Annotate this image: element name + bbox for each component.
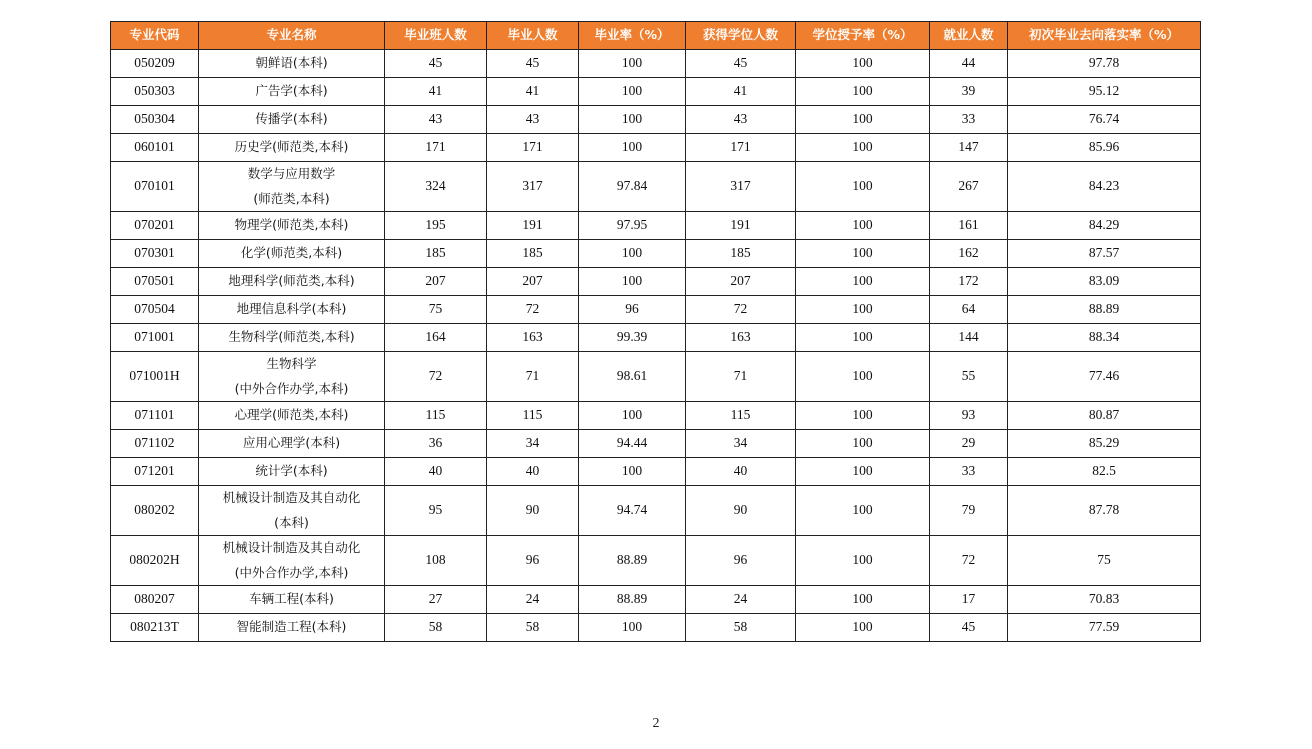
cell-graduates: 71 [487, 352, 579, 402]
cell-graduates: 40 [487, 458, 579, 486]
table-body [111, 50, 1201, 642]
cell-employed: 17 [930, 586, 1008, 614]
cell-degrees-awarded: 96 [686, 536, 796, 586]
cell-employed: 72 [930, 536, 1008, 586]
major-name-line: 智能制造工程(本科) [236, 619, 347, 635]
cell-graduates: 163 [487, 324, 579, 352]
cell-employed: 162 [930, 240, 1008, 268]
cell-graduation-rate: 88.89 [579, 536, 686, 586]
major-name-line: 应用心理学(本科) [242, 435, 341, 451]
cell-degrees-awarded: 171 [686, 134, 796, 162]
major-name-line: 机械设计制造及其自动化 [222, 540, 361, 556]
cell-graduates: 90 [487, 486, 579, 536]
major-name-line: 数学与应用数学 [247, 166, 336, 182]
cell-major-code: 080202H [111, 536, 199, 586]
table-row [111, 106, 1201, 134]
table-row [111, 78, 1201, 106]
page-number: 2 [652, 716, 660, 731]
cell-degrees-awarded: 58 [686, 614, 796, 642]
cell-graduates: 207 [487, 268, 579, 296]
cell-major-name [199, 586, 385, 614]
cell-degree-rate: 100 [796, 162, 930, 212]
cell-degrees-awarded: 24 [686, 586, 796, 614]
cell-class-size: 27 [385, 586, 487, 614]
cell-class-size: 72 [385, 352, 487, 402]
major-name-line: 车辆工程(本科) [249, 591, 334, 607]
cell-graduates: 43 [487, 106, 579, 134]
cell-placement-rate: 88.34 [1008, 324, 1201, 352]
graduation-table-container [110, 21, 1200, 642]
cell-placement-rate: 70.83 [1008, 586, 1201, 614]
cell-class-size: 171 [385, 134, 487, 162]
major-name-line: 朝鲜语(本科) [255, 55, 328, 71]
cell-degrees-awarded: 207 [686, 268, 796, 296]
header-placement-rate: 初次毕业去向落实率（%） [1008, 22, 1201, 50]
cell-placement-rate: 80.87 [1008, 402, 1201, 430]
cell-class-size: 324 [385, 162, 487, 212]
cell-degrees-awarded: 41 [686, 78, 796, 106]
cell-degree-rate: 100 [796, 296, 930, 324]
cell-degree-rate: 100 [796, 268, 930, 296]
cell-major-name [199, 430, 385, 458]
major-name-line: 地理科学(师范类,本科) [228, 273, 355, 289]
cell-graduation-rate: 96 [579, 296, 686, 324]
cell-major-name [199, 212, 385, 240]
cell-placement-rate: 87.57 [1008, 240, 1201, 268]
major-name-line: (本科) [274, 514, 309, 530]
header-major-name: 专业名称 [199, 22, 385, 50]
cell-graduation-rate: 100 [579, 268, 686, 296]
cell-class-size: 58 [385, 614, 487, 642]
cell-degrees-awarded: 163 [686, 324, 796, 352]
header-degrees-awarded: 获得学位人数 [686, 22, 796, 50]
cell-graduates: 115 [487, 402, 579, 430]
table-row [111, 430, 1201, 458]
cell-major-name [199, 106, 385, 134]
major-name-line: (中外合作办学,本科) [234, 564, 349, 580]
cell-major-name [199, 134, 385, 162]
cell-placement-rate: 85.96 [1008, 134, 1201, 162]
table-row [111, 134, 1201, 162]
cell-class-size: 195 [385, 212, 487, 240]
cell-graduation-rate: 100 [579, 458, 686, 486]
cell-employed: 161 [930, 212, 1008, 240]
major-name-line: 地理信息科学(本科) [236, 301, 347, 317]
cell-placement-rate: 84.23 [1008, 162, 1201, 212]
cell-employed: 33 [930, 106, 1008, 134]
cell-graduation-rate: 100 [579, 402, 686, 430]
cell-degree-rate: 100 [796, 402, 930, 430]
cell-major-code: 080202 [111, 486, 199, 536]
cell-class-size: 164 [385, 324, 487, 352]
cell-placement-rate: 87.78 [1008, 486, 1201, 536]
cell-placement-rate: 76.74 [1008, 106, 1201, 134]
cell-graduation-rate: 97.95 [579, 212, 686, 240]
major-name-line: 统计学(本科) [255, 463, 328, 479]
cell-graduates: 96 [487, 536, 579, 586]
cell-degrees-awarded: 185 [686, 240, 796, 268]
cell-major-code: 070301 [111, 240, 199, 268]
cell-graduation-rate: 97.84 [579, 162, 686, 212]
cell-degree-rate: 100 [796, 586, 930, 614]
cell-class-size: 75 [385, 296, 487, 324]
cell-graduates: 45 [487, 50, 579, 78]
cell-degrees-awarded: 71 [686, 352, 796, 402]
cell-class-size: 36 [385, 430, 487, 458]
major-name-line: 传播学(本科) [255, 111, 328, 127]
cell-degree-rate: 100 [796, 614, 930, 642]
cell-graduation-rate: 100 [579, 134, 686, 162]
cell-employed: 144 [930, 324, 1008, 352]
cell-major-name [199, 536, 385, 586]
cell-employed: 45 [930, 614, 1008, 642]
table-header-row [111, 22, 1201, 50]
cell-graduation-rate: 94.44 [579, 430, 686, 458]
cell-major-name [199, 162, 385, 212]
major-name-line: 物理学(师范类,本科) [234, 217, 349, 233]
cell-employed: 172 [930, 268, 1008, 296]
cell-placement-rate: 95.12 [1008, 78, 1201, 106]
cell-employed: 147 [930, 134, 1008, 162]
cell-degrees-awarded: 90 [686, 486, 796, 536]
cell-employed: 29 [930, 430, 1008, 458]
cell-degree-rate: 100 [796, 536, 930, 586]
cell-degree-rate: 100 [796, 78, 930, 106]
cell-major-code: 070501 [111, 268, 199, 296]
cell-degree-rate: 100 [796, 106, 930, 134]
cell-major-code: 060101 [111, 134, 199, 162]
cell-degree-rate: 100 [796, 50, 930, 78]
cell-degrees-awarded: 43 [686, 106, 796, 134]
cell-graduates: 72 [487, 296, 579, 324]
cell-major-name [199, 486, 385, 536]
header-degree-rate: 学位授予率（%） [796, 22, 930, 50]
cell-class-size: 41 [385, 78, 487, 106]
cell-major-code: 080207 [111, 586, 199, 614]
cell-major-name [199, 240, 385, 268]
cell-degree-rate: 100 [796, 430, 930, 458]
table-row [111, 50, 1201, 78]
cell-placement-rate: 83.09 [1008, 268, 1201, 296]
cell-major-name [199, 268, 385, 296]
major-name-line: 生物科学 [266, 356, 317, 372]
cell-major-name [199, 458, 385, 486]
cell-placement-rate: 75 [1008, 536, 1201, 586]
cell-degree-rate: 100 [796, 240, 930, 268]
cell-placement-rate: 77.46 [1008, 352, 1201, 402]
cell-graduation-rate: 100 [579, 240, 686, 268]
cell-employed: 44 [930, 50, 1008, 78]
table-row [111, 486, 1201, 536]
cell-class-size: 95 [385, 486, 487, 536]
cell-major-name [199, 50, 385, 78]
cell-placement-rate: 84.29 [1008, 212, 1201, 240]
cell-degree-rate: 100 [796, 134, 930, 162]
cell-major-name [199, 352, 385, 402]
cell-degree-rate: 100 [796, 458, 930, 486]
major-name-line: (中外合作办学,本科) [234, 380, 349, 396]
cell-degrees-awarded: 34 [686, 430, 796, 458]
cell-employed: 55 [930, 352, 1008, 402]
cell-graduation-rate: 94.74 [579, 486, 686, 536]
cell-graduates: 34 [487, 430, 579, 458]
cell-major-code: 070504 [111, 296, 199, 324]
cell-graduates: 317 [487, 162, 579, 212]
header-employed: 就业人数 [930, 22, 1008, 50]
header-major-code: 专业代码 [111, 22, 199, 50]
cell-placement-rate: 85.29 [1008, 430, 1201, 458]
cell-major-code: 070101 [111, 162, 199, 212]
major-name-line: 化学(师范类,本科) [240, 245, 343, 261]
table-row [111, 458, 1201, 486]
cell-graduates: 191 [487, 212, 579, 240]
cell-degrees-awarded: 45 [686, 50, 796, 78]
cell-employed: 93 [930, 402, 1008, 430]
major-name-line: 生物科学(师范类,本科) [228, 329, 355, 345]
cell-class-size: 185 [385, 240, 487, 268]
graduation-statistics-table [110, 21, 1201, 642]
table-row [111, 212, 1201, 240]
cell-graduation-rate: 100 [579, 78, 686, 106]
table-row [111, 536, 1201, 586]
cell-degree-rate: 100 [796, 486, 930, 536]
table-row [111, 240, 1201, 268]
cell-graduates: 41 [487, 78, 579, 106]
cell-employed: 33 [930, 458, 1008, 486]
table-row [111, 162, 1201, 212]
cell-graduates: 24 [487, 586, 579, 614]
cell-major-code: 071001 [111, 324, 199, 352]
table-row [111, 586, 1201, 614]
major-name-line: 机械设计制造及其自动化 [222, 490, 361, 506]
cell-graduation-rate: 99.39 [579, 324, 686, 352]
cell-major-code: 050209 [111, 50, 199, 78]
cell-graduation-rate: 100 [579, 614, 686, 642]
cell-employed: 39 [930, 78, 1008, 106]
cell-degree-rate: 100 [796, 352, 930, 402]
major-name-line: 心理学(师范类,本科) [234, 407, 349, 423]
cell-class-size: 108 [385, 536, 487, 586]
cell-placement-rate: 97.78 [1008, 50, 1201, 78]
cell-major-code: 071201 [111, 458, 199, 486]
table-row [111, 268, 1201, 296]
table-row [111, 296, 1201, 324]
cell-major-name [199, 78, 385, 106]
major-name-line: 历史学(师范类,本科) [234, 139, 349, 155]
cell-graduation-rate: 88.89 [579, 586, 686, 614]
header-graduates: 毕业人数 [487, 22, 579, 50]
table-row [111, 352, 1201, 402]
cell-graduation-rate: 100 [579, 106, 686, 134]
cell-major-code: 071001H [111, 352, 199, 402]
table-row [111, 402, 1201, 430]
cell-major-code: 071102 [111, 430, 199, 458]
header-graduation-rate: 毕业率（%） [579, 22, 686, 50]
cell-placement-rate: 77.59 [1008, 614, 1201, 642]
cell-degrees-awarded: 317 [686, 162, 796, 212]
cell-major-code: 071101 [111, 402, 199, 430]
cell-placement-rate: 82.5 [1008, 458, 1201, 486]
cell-major-name [199, 402, 385, 430]
cell-degree-rate: 100 [796, 212, 930, 240]
cell-major-code: 070201 [111, 212, 199, 240]
cell-degree-rate: 100 [796, 324, 930, 352]
cell-degrees-awarded: 40 [686, 458, 796, 486]
cell-class-size: 115 [385, 402, 487, 430]
cell-major-code: 050303 [111, 78, 199, 106]
cell-major-name [199, 324, 385, 352]
cell-class-size: 40 [385, 458, 487, 486]
cell-placement-rate: 88.89 [1008, 296, 1201, 324]
major-name-line: 广告学(本科) [255, 83, 328, 99]
cell-major-code: 080213T [111, 614, 199, 642]
cell-major-name [199, 614, 385, 642]
cell-employed: 79 [930, 486, 1008, 536]
cell-graduation-rate: 100 [579, 50, 686, 78]
cell-major-name [199, 296, 385, 324]
table-row [111, 324, 1201, 352]
cell-class-size: 207 [385, 268, 487, 296]
cell-graduation-rate: 98.61 [579, 352, 686, 402]
cell-graduates: 171 [487, 134, 579, 162]
table-row [111, 614, 1201, 642]
cell-employed: 64 [930, 296, 1008, 324]
cell-degrees-awarded: 72 [686, 296, 796, 324]
cell-graduates: 58 [487, 614, 579, 642]
header-class-size: 毕业班人数 [385, 22, 487, 50]
cell-major-code: 050304 [111, 106, 199, 134]
cell-employed: 267 [930, 162, 1008, 212]
cell-graduates: 185 [487, 240, 579, 268]
cell-class-size: 43 [385, 106, 487, 134]
cell-degrees-awarded: 115 [686, 402, 796, 430]
cell-class-size: 45 [385, 50, 487, 78]
cell-degrees-awarded: 191 [686, 212, 796, 240]
major-name-line: (师范类,本科) [253, 190, 330, 206]
